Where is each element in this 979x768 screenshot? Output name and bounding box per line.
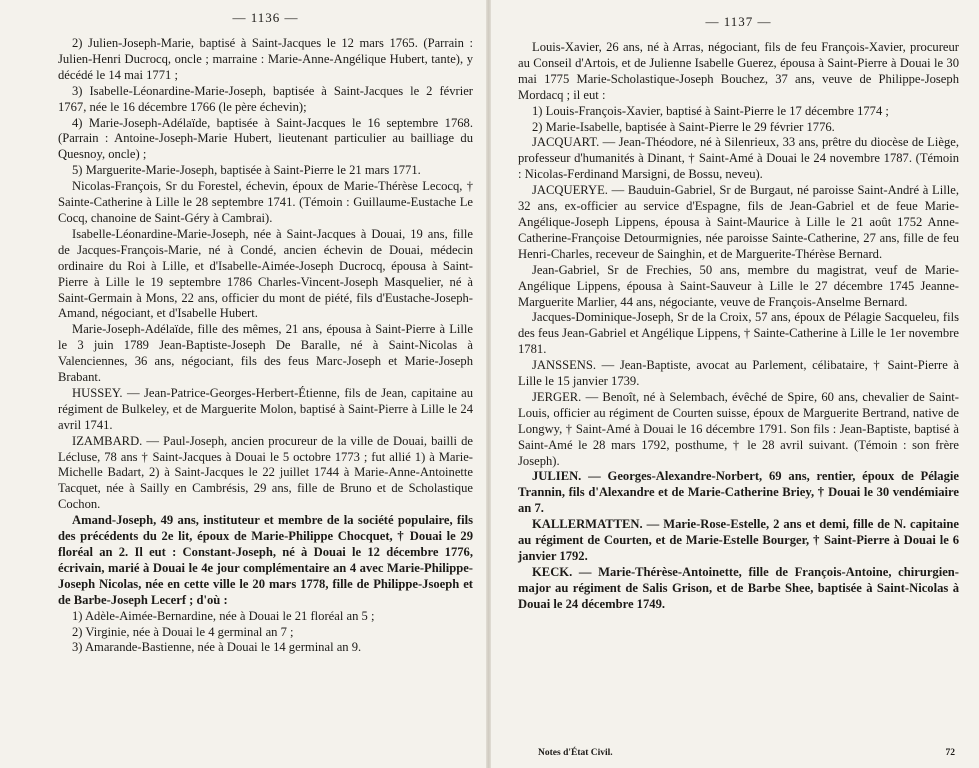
left-page — [0, 0, 489, 768]
paragraph: 5) Marguerite-Marie-Joseph, baptisée à Saint-Pierre le 21 mars 1771. — [72, 163, 421, 178]
paragraph: 2) Marie-Isabelle, baptisée à Saint-Pierre le 29 février 1776. — [532, 119, 835, 134]
right-page-number: — 1137 — — [705, 14, 772, 29]
paragraph: 2) Julien-Joseph-Marie, baptisé à Saint-Jacques le 12 mars 1765. (Parrain : Julien-Henri Ducrocq, oncle ; marraine : Marie-Anne-Angélique Hubert, tante), y décédé le 14 mai 1771 ; — [58, 36, 473, 82]
paragraph: IZAMBARD. — Paul-Joseph, ancien procureur de la ville de Douai, bailli de Lécluse, 78 ans † Saint-Jacques à Douai le 5 octobre 1773 ; fut allié 1) à Marie-Michelle Badart, 2) à Saint-Jacques le 22 juillet 1744 à Marie-Anne-Antoinette Tacquet, née à Sailly en Cambrésis, 29 ans, fille de Bruno et de Scholastique Cochon. — [58, 433, 473, 512]
paragraph: 3) Amarande-Bastienne, née à Douai le 14 germinal an 9. — [72, 640, 362, 655]
paragraph: KALLERMATTEN. — Marie-Rose-Estelle, 2 ans et demi, fille de N. capitaine au régiment de Courten, et de Marie-Estelle Bourger, † Saint-Pierre à Douai le 6 janvier 1792. — [518, 517, 959, 563]
right-page-text — [518, 40, 959, 613]
paragraph: Jean-Gabriel, Sr de Frechies, 50 ans, membre du magistrat, veuf de Marie-Angélique Lippens, épousa à Saint-Sauveur à Lille le 27 décembre 1745 Jeanne-Marguerite Marlier, 44 ans, négociante, veuve de François-Anselme Bernard. — [518, 262, 959, 309]
paragraph: 1) Louis-François-Xavier, baptisé à Saint-Pierre le 17 décembre 1774 ; — [532, 103, 889, 118]
paragraph: Marie-Joseph-Adélaïde, fille des mêmes, 21 ans, épousa à Saint-Pierre à Lille le 3 juin 1789 Jean-Baptiste-Joseph De Baralle, né à Saint-Nicolas à Valenciennes, 36 ans, négociant, fils des feus Marc-Joseph et Marie-Joseph Brabant. — [58, 322, 473, 385]
paragraph: JERGER. — Benoît, né à Selembach, évêché de Spire, 60 ans, chevalier de Saint-Louis, officier au régiment de Courten suisse, époux de Marguerite Bertrand, native de Longwy, † Saint-Amé à Douai le 16 décembre 1791. Son fils : Jean-Baptiste, baptisé à Saint-Amé le 28 mars 1792, posthume, † le 28 avril suivant. (Témoin : son frère Joseph). — [518, 389, 959, 468]
paragraph: JULIEN. — Georges-Alexandre-Norbert, 69 ans, rentier, époux de Pélagie Trannin, fils d'Alexandre et de Marie-Catherine Briey, † Douai le 30 vendémiaire an 7. — [518, 469, 959, 516]
paragraph: JACQUERYE. — Bauduin-Gabriel, Sr de Burgaut, né paroisse Saint-André à Lille, 32 ans, ex-officier au service d'Espagne, fils de Jean-Gabriel et de feue Marie-Angélique-Joseph Lippens, épousa à Saint-Maurice à Lille le 21 août 1752 Anne-Catherine-Françoise Detourmignies, née paroisse Sainte-Catherine, 27 ans, fille de feu Henri-Charles, receveur de Sainghin, et de Marguerite-Thérèse Bernard. — [518, 183, 959, 261]
paragraph: Nicolas-François, Sr du Forestel, échevin, époux de Marie-Thérèse Lecocq, † Sainte-Catherine à Lille le 28 septembre 1741. (Témoin : Guillaume-Eustache Le Cocq, chanoine de Saint-Géry à Cambrai). — [58, 179, 473, 225]
left-page-number: — 1136 — — [232, 10, 299, 25]
footer-sheet-number: 72 — [945, 748, 955, 758]
footer-signature: Notes d'État Civil. — [538, 748, 613, 758]
left-page-text — [58, 36, 473, 656]
paragraph: Jacques-Dominique-Joseph, Sr de la Croix, 57 ans, époux de Pélagie Sacqueleu, fils des feus Jean-Gabriel et Angélique Lippens, † Sainte-Catherine à Lille le 1er novembre 1781. — [518, 310, 959, 357]
paragraph: HUSSEY. — Jean-Patrice-Georges-Herbert-Étienne, fils de Jean, capitaine au régiment de Bulkeley, et de Marguerite Molon, baptisé à Saint-Pierre à Lille le 24 avril 1741. — [58, 385, 473, 432]
right-page — [490, 0, 979, 768]
paragraph: 1) Adèle-Aimée-Bernardine, née à Douai le 21 floréal an 5 ; — [72, 608, 375, 623]
paragraph: Louis-Xavier, 26 ans, né à Arras, négociant, fils de feu François-Xavier, procureur au Conseil d'Artois, et de Julienne Isabelle Guerez, épousa à Saint-Pierre à Douai le 30 mai 1775 Marie-Scholastique-Joseph Bouchez, 37 ans, veuve de Philippe-Joseph Mordacq ; il eut : — [518, 40, 959, 102]
paragraph: 3) Isabelle-Léonardine-Marie-Joseph, baptisée à Saint-Jacques le 2 février 1767, née le 16 décembre 1766 (le père échevin); — [58, 83, 473, 114]
paragraph: Isabelle-Léonardine-Marie-Joseph, née à Saint-Jacques à Douai, 19 ans, fille de Jacques-François-Marie, né à Condé, ancien échevin de Douai, médecin ordinaire du Roi à Lille, et d'Isabelle-Aimée-Joseph Ducrocq, épousa à Saint-Pierre à Lille le 19 septembre 1786 Charles-Vincent-Joseph Masquelier, né à Saint-Germain à Mons, 22 ans, officier du mont de piété, fils d'Eustache-Joseph-Amand, négociant, et d'Isabelle Hubert. — [58, 226, 473, 321]
paragraph: KECK. — Marie-Thérèse-Antoinette, fille de François-Antoine, chirurgien-major au régiment de Salis Grison, et de Barbe Shee, baptisée à Saint-Nicolas à Douai le 24 décembre 1749. — [518, 564, 959, 611]
paragraph: Amand-Joseph, 49 ans, instituteur et membre de la société populaire, fils des précédents du 2e lit, époux de Marie-Philippe Chocquet, † Douai le 29 floréal an 2. Il eut : Constant-Joseph, né à Douai le 12 décembre 1776, écrivain, marié à Douai le 4e jour complémentaire an 4 avec Marie-Philippe-Joseph Nicolas, née en cette ville le 20 mars 1778, fille de Philippe-Jsoeph et de Barbe-Joseph Lecerf ; d'où : — [58, 513, 473, 607]
paragraph: 2) Virginie, née à Douai le 4 germinal an 7 ; — [72, 624, 294, 639]
paragraph: JACQUART. — Jean-Théodore, né à Silenrieux, 33 ans, prêtre du diocèse de Liège, professeur d'humanités à Dinant, † Saint-Amé à Douai le 24 novembre 1787. (Témoin : Nicolas-Ferdinand Marsigni, de Bossu, neveu). — [518, 135, 959, 182]
paragraph: 4) Marie-Joseph-Adélaïde, baptisée à Saint-Jacques le 16 septembre 1768. (Parrain : Antoine-Joseph-Marie Hubert, lieutenant particulier au bailliage du Quesnoy, oncle) ; — [58, 115, 473, 162]
paragraph: JANSSENS. — Jean-Baptiste, avocat au Parlement, célibataire, † Saint-Pierre à Lille le 15 janvier 1739. — [518, 358, 959, 389]
